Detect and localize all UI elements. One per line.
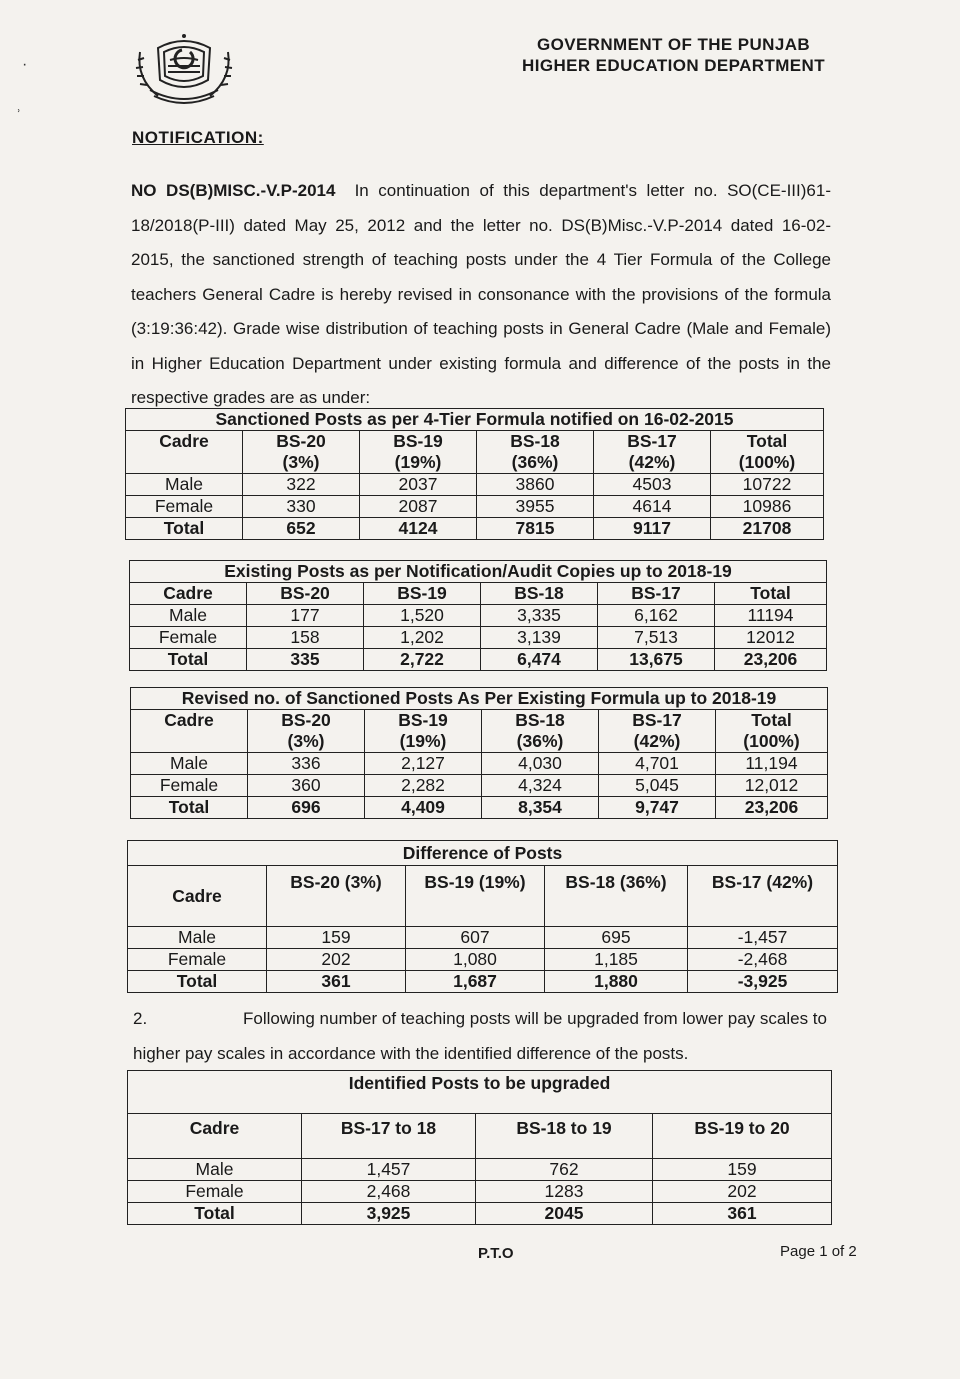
scan-mark: · [22,56,28,73]
table-cell: 3860 [477,474,594,496]
table-cell: 1283 [476,1181,653,1203]
identified-posts-table [127,1070,832,1225]
table-cell: 4,324 [482,775,599,797]
column-header: BS-20 (3%) [243,431,360,474]
table-cell: 322 [243,474,360,496]
table-cell: -3,925 [688,971,838,993]
table-cell: Male [126,474,243,496]
table-row-total [130,649,827,671]
table-cell: Female [126,496,243,518]
table-cell: -2,468 [688,949,838,971]
table-cell: 10722 [711,474,824,496]
table-cell: 330 [243,496,360,518]
table-row [131,753,828,775]
table-cell: 8,354 [482,797,599,819]
table-cell: 335 [247,649,364,671]
sanctioned-posts-table [125,408,824,540]
table-cell: 6,162 [598,605,715,627]
table-cell: 23,206 [715,649,827,671]
table-cell: 4124 [360,518,477,540]
table-cell: 4,701 [599,753,716,775]
table-cell: Female [130,627,247,649]
paragraph-number: 2. [133,1009,148,1028]
table-cell: 1,520 [364,605,481,627]
table-row-total [126,518,824,540]
table-row [131,775,828,797]
table-cell: 23,206 [716,797,828,819]
column-header: Total [715,583,827,605]
column-header: Total (100%) [711,431,824,474]
column-header: BS-17 to 18 [302,1114,476,1159]
table-cell: 652 [243,518,360,540]
table-cell: 4,409 [365,797,482,819]
table-cell: 1,687 [406,971,545,993]
table-row [126,496,824,518]
table-cell: 6,474 [481,649,598,671]
table-row [128,927,838,949]
table-cell: 762 [476,1159,653,1181]
notification-text: In continuation of this department's letter no. SO(CE-III)61-18/2018(P-III) dated May 25, 2012 and the letter no. DS(B)Misc.-V.P-2014 dated 16-02-2015, the sanctioned strength of teaching posts under the 4 Tier Formula of the College teachers General Cadre is hereby revised in consonance with the provisions of the formula (3:19:36:42). Grade wise distribution of teaching posts in General Cadre (Male and Female) in Higher Education Department under existing formula and difference of the posts in the respective grades are as under: [131,181,831,407]
column-header: BS-18 (36%) [477,431,594,474]
table-row-total [128,971,838,993]
table-row [130,605,827,627]
table-row [128,1181,832,1203]
table-row [128,949,838,971]
table-cell: 177 [247,605,364,627]
table-cell: 7815 [477,518,594,540]
table-cell: 4503 [594,474,711,496]
table-cell: 1,080 [406,949,545,971]
pto-label: P.T.O [478,1245,514,1262]
table-cell: 1,185 [545,949,688,971]
table-cell: 11194 [715,605,827,627]
table-cell: 2,282 [365,775,482,797]
table-cell: 13,675 [598,649,715,671]
table-cell: Male [131,753,248,775]
table-cell: 3,335 [481,605,598,627]
table-row [126,474,824,496]
notification-number: NO DS(B)MISC.-V.P-2014 [131,181,336,200]
table-cell: 695 [545,927,688,949]
paragraph-2 [133,1001,833,1071]
letterhead [522,34,825,76]
table-cell: 1,457 [302,1159,476,1181]
table-cell: 2087 [360,496,477,518]
table-cell: Female [131,775,248,797]
table-cell: 2037 [360,474,477,496]
table-cell: Total [126,518,243,540]
column-header: Cadre [128,1114,302,1159]
column-header: BS-19 [364,583,481,605]
table-cell: 9117 [594,518,711,540]
revised-posts-table [130,687,828,819]
page-number: Page 1 of 2 [780,1243,857,1260]
existing-posts-table [129,560,827,671]
letterhead-line-1: GOVERNMENT OF THE PUNJAB [536,35,811,54]
paragraph-text: Following number of teaching posts will be upgraded from lower pay scales to higher pay scales in accordance with the identified difference of the posts. [133,1009,827,1063]
table-cell: 336 [248,753,365,775]
table-cell: Total [130,649,247,671]
table-cell: 361 [267,971,406,993]
column-header: BS-19 (19%) [360,431,477,474]
column-header: BS-17 (42%) [599,710,716,753]
letterhead-line-2: HIGHER EDUCATION DEPARTMENT [522,56,825,75]
table-cell: 10986 [711,496,824,518]
column-header: BS-18 [481,583,598,605]
table-cell: 2,722 [364,649,481,671]
table-cell: 2,468 [302,1181,476,1203]
table-row [128,1159,832,1181]
table-row-total [128,1203,832,1225]
table-cell: Total [131,797,248,819]
table-caption: Difference of Posts [128,841,838,866]
table-cell: -1,457 [688,927,838,949]
column-header: Total (100%) [716,710,828,753]
table-cell: 159 [267,927,406,949]
table-cell: 1,880 [545,971,688,993]
column-header: BS-17 (42%) [688,866,838,927]
column-header: BS-20 (3%) [267,866,406,927]
column-header: BS-18 to 19 [476,1114,653,1159]
table-cell: 7,513 [598,627,715,649]
table-cell: 360 [248,775,365,797]
table-row [130,627,827,649]
table-cell: Female [128,949,267,971]
punjab-emblem-icon [128,30,240,110]
table-cell: 202 [267,949,406,971]
table-cell: Total [128,971,267,993]
table-cell: 3,139 [481,627,598,649]
table-cell: 607 [406,927,545,949]
table-cell: Male [128,1159,302,1181]
table-cell: 159 [653,1159,832,1181]
column-header: BS-18 (36%) [482,710,599,753]
column-header: BS-18 (36%) [545,866,688,927]
table-row-total [131,797,828,819]
scan-mark: ˒ [16,100,22,117]
column-header: BS-19 (19%) [365,710,482,753]
column-header: Cadre [130,583,247,605]
column-header: Cadre [126,431,243,474]
table-cell: 12012 [715,627,827,649]
notification-body [131,174,831,416]
table-cell: 2045 [476,1203,653,1225]
table-cell: 202 [653,1181,832,1203]
column-header: BS-20 (3%) [248,710,365,753]
column-header: BS-19 (19%) [406,866,545,927]
table-caption: Existing Posts as per Notification/Audit Copies up to 2018-19 [130,561,827,583]
table-caption: Sanctioned Posts as per 4-Tier Formula notified on 16-02-2015 [126,409,824,431]
column-header: BS-17 [598,583,715,605]
table-cell: 4,030 [482,753,599,775]
table-cell: 11,194 [716,753,828,775]
table-cell: 1,202 [364,627,481,649]
table-cell: 3,925 [302,1203,476,1225]
column-header: Cadre [128,866,267,927]
column-header: Cadre [131,710,248,753]
table-caption: Revised no. of Sanctioned Posts As Per Existing Formula up to 2018-19 [131,688,828,710]
table-cell: Female [128,1181,302,1203]
table-cell: Total [128,1203,302,1225]
table-cell: 12,012 [716,775,828,797]
table-cell: Male [130,605,247,627]
column-header: BS-19 to 20 [653,1114,832,1159]
table-cell: Male [128,927,267,949]
table-cell: 361 [653,1203,832,1225]
table-cell: 21708 [711,518,824,540]
table-cell: 2,127 [365,753,482,775]
table-cell: 5,045 [599,775,716,797]
table-cell: 3955 [477,496,594,518]
column-header: BS-17 (42%) [594,431,711,474]
table-cell: 4614 [594,496,711,518]
table-cell: 696 [248,797,365,819]
table-cell: 158 [247,627,364,649]
column-header: BS-20 [247,583,364,605]
table-caption: Identified Posts to be upgraded [128,1071,832,1114]
difference-of-posts-table [127,840,838,993]
table-cell: 9,747 [599,797,716,819]
notification-title: NOTIFICATION: [132,128,264,147]
